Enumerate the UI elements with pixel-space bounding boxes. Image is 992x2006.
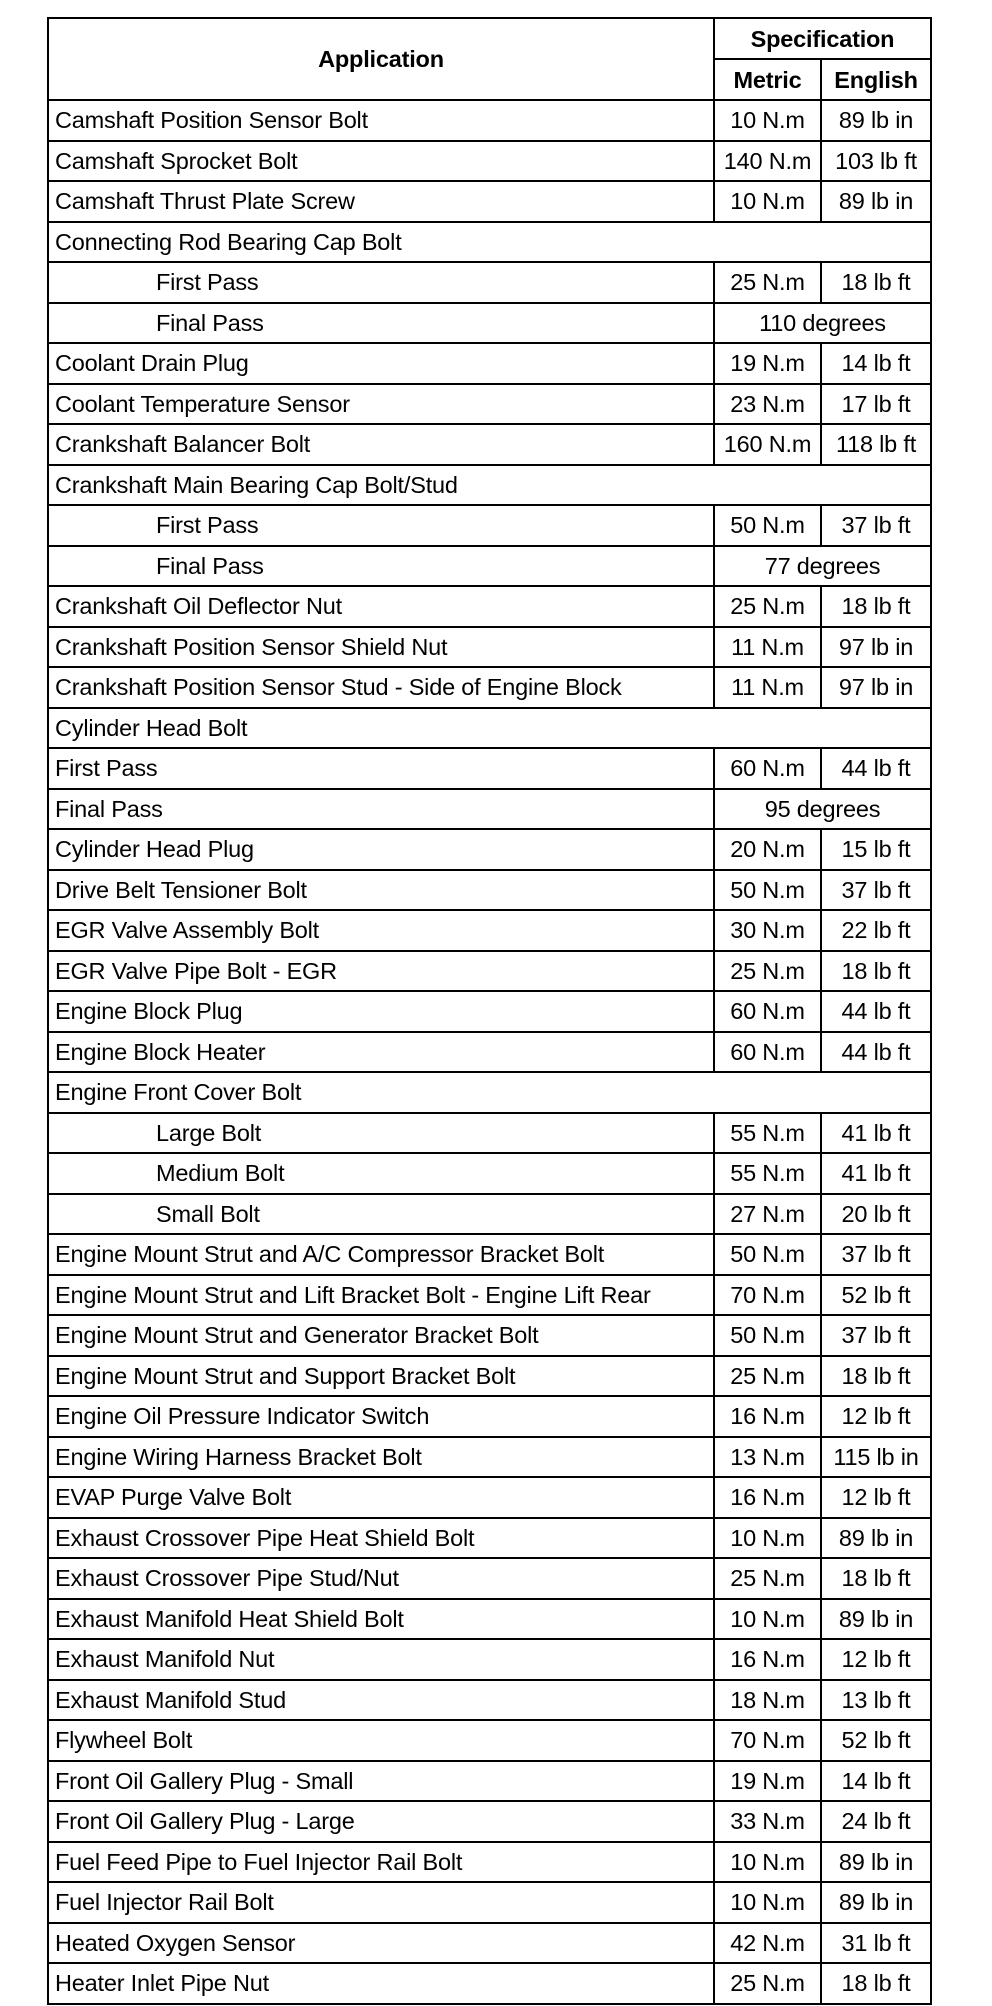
table-row <box>48 586 931 627</box>
english-cell: 52 lb ft <box>821 1720 931 1761</box>
english-cell: 89 lb in <box>821 100 931 141</box>
table-row <box>48 789 931 830</box>
application-cell: Camshaft Thrust Plate Screw <box>48 181 714 222</box>
english-cell: 41 lb ft <box>821 1153 931 1194</box>
application-cell: Engine Block Heater <box>48 1032 714 1073</box>
application-cell: Crankshaft Balancer Bolt <box>48 424 714 465</box>
metric-cell: 10 N.m <box>714 181 821 222</box>
application-cell: Heated Oxygen Sensor <box>48 1923 714 1964</box>
metric-cell: 11 N.m <box>714 667 821 708</box>
table-row <box>48 1153 931 1194</box>
application-cell: Engine Block Plug <box>48 991 714 1032</box>
metric-cell: 50 N.m <box>714 1315 821 1356</box>
metric-cell: 140 N.m <box>714 141 821 182</box>
metric-cell: 18 N.m <box>714 1680 821 1721</box>
table-row <box>48 505 931 546</box>
metric-cell: 25 N.m <box>714 262 821 303</box>
english-cell: 31 lb ft <box>821 1923 931 1964</box>
table-row <box>48 1437 931 1478</box>
table-row <box>48 1761 931 1802</box>
metric-cell: 33 N.m <box>714 1801 821 1842</box>
table-row <box>48 1032 931 1073</box>
application-cell: First Pass <box>48 748 714 789</box>
metric-cell: 25 N.m <box>714 1356 821 1397</box>
metric-cell: 30 N.m <box>714 910 821 951</box>
application-cell: First Pass <box>48 262 714 303</box>
metric-cell: 10 N.m <box>714 1882 821 1923</box>
english-cell: 17 lb ft <box>821 384 931 425</box>
table-row <box>48 829 931 870</box>
application-cell: Front Oil Gallery Plug - Large <box>48 1801 714 1842</box>
english-cell: 103 lb ft <box>821 141 931 182</box>
english-cell: 18 lb ft <box>821 1356 931 1397</box>
english-cell: 18 lb ft <box>821 1963 931 2004</box>
metric-cell: 27 N.m <box>714 1194 821 1235</box>
table-row <box>48 1477 931 1518</box>
metric-cell: 16 N.m <box>714 1477 821 1518</box>
english-cell: 18 lb ft <box>821 262 931 303</box>
english-cell: 44 lb ft <box>821 991 931 1032</box>
english-cell: 52 lb ft <box>821 1275 931 1316</box>
table-row <box>48 870 931 911</box>
metric-cell: 19 N.m <box>714 343 821 384</box>
application-cell: Exhaust Crossover Pipe Stud/Nut <box>48 1558 714 1599</box>
table-row <box>48 1275 931 1316</box>
metric-cell: 50 N.m <box>714 870 821 911</box>
english-cell: 37 lb ft <box>821 505 931 546</box>
metric-cell: 23 N.m <box>714 384 821 425</box>
english-column-header: English <box>821 59 931 100</box>
application-cell: Engine Mount Strut and Generator Bracket Bolt <box>48 1315 714 1356</box>
table-row <box>48 1639 931 1680</box>
application-cell: Engine Wiring Harness Bracket Bolt <box>48 1437 714 1478</box>
table-row <box>48 1963 931 2004</box>
table-row <box>48 141 931 182</box>
metric-cell: 10 N.m <box>714 1518 821 1559</box>
application-cell: Coolant Drain Plug <box>48 343 714 384</box>
application-cell: Final Pass <box>48 303 714 344</box>
application-cell: Coolant Temperature Sensor <box>48 384 714 425</box>
application-cell: Small Bolt <box>48 1194 714 1235</box>
application-cell: Exhaust Manifold Heat Shield Bolt <box>48 1599 714 1640</box>
header-row-top <box>48 18 931 59</box>
metric-cell: 60 N.m <box>714 748 821 789</box>
application-cell: Exhaust Manifold Stud <box>48 1680 714 1721</box>
table-row <box>48 951 931 992</box>
metric-cell: 55 N.m <box>714 1153 821 1194</box>
metric-cell: 25 N.m <box>714 1963 821 2004</box>
application-cell: Fuel Feed Pipe to Fuel Injector Rail Bolt <box>48 1842 714 1883</box>
table-row <box>48 424 931 465</box>
application-cell: Crankshaft Position Sensor Shield Nut <box>48 627 714 668</box>
application-cell: Heater Inlet Pipe Nut <box>48 1963 714 2004</box>
application-cell: EVAP Purge Valve Bolt <box>48 1477 714 1518</box>
english-cell: 18 lb ft <box>821 586 931 627</box>
english-cell: 97 lb in <box>821 667 931 708</box>
english-cell: 44 lb ft <box>821 748 931 789</box>
table-row <box>48 546 931 587</box>
table-row <box>48 465 931 506</box>
table-row <box>48 1720 931 1761</box>
metric-cell: 10 N.m <box>714 100 821 141</box>
metric-cell: 70 N.m <box>714 1275 821 1316</box>
table-row <box>48 1599 931 1640</box>
metric-cell: 13 N.m <box>714 1437 821 1478</box>
application-cell: Fuel Injector Rail Bolt <box>48 1882 714 1923</box>
english-cell: 118 lb ft <box>821 424 931 465</box>
english-cell: 12 lb ft <box>821 1396 931 1437</box>
application-cell: Large Bolt <box>48 1113 714 1154</box>
metric-cell: 55 N.m <box>714 1113 821 1154</box>
table-row <box>48 667 931 708</box>
application-cell: Connecting Rod Bearing Cap Bolt <box>48 222 931 263</box>
metric-cell: 16 N.m <box>714 1396 821 1437</box>
metric-cell: 11 N.m <box>714 627 821 668</box>
table-row <box>48 1680 931 1721</box>
table-header <box>48 18 931 100</box>
application-cell: Cylinder Head Plug <box>48 829 714 870</box>
table-row <box>48 100 931 141</box>
application-cell: Cylinder Head Bolt <box>48 708 931 749</box>
application-cell: Engine Front Cover Bolt <box>48 1072 931 1113</box>
english-cell: 14 lb ft <box>821 343 931 384</box>
metric-cell: 60 N.m <box>714 991 821 1032</box>
table-row <box>48 262 931 303</box>
table-body <box>48 100 931 2004</box>
english-cell: 15 lb ft <box>821 829 931 870</box>
table-row <box>48 627 931 668</box>
table-row <box>48 1194 931 1235</box>
torque-specification-table <box>47 17 932 2005</box>
english-cell: 89 lb in <box>821 1842 931 1883</box>
metric-cell: 25 N.m <box>714 951 821 992</box>
application-cell: EGR Valve Pipe Bolt - EGR <box>48 951 714 992</box>
table-row <box>48 303 931 344</box>
angle-spec-cell: 95 degrees <box>714 789 931 830</box>
metric-cell: 19 N.m <box>714 1761 821 1802</box>
application-cell: Drive Belt Tensioner Bolt <box>48 870 714 911</box>
application-cell: Engine Mount Strut and Support Bracket Bolt <box>48 1356 714 1397</box>
metric-column-header: Metric <box>714 59 821 100</box>
english-cell: 41 lb ft <box>821 1113 931 1154</box>
specification-column-header: Specification <box>714 18 931 59</box>
table-row <box>48 1518 931 1559</box>
english-cell: 89 lb in <box>821 1518 931 1559</box>
english-cell: 18 lb ft <box>821 1558 931 1599</box>
english-cell: 20 lb ft <box>821 1194 931 1235</box>
application-cell: Camshaft Sprocket Bolt <box>48 141 714 182</box>
application-cell: Engine Oil Pressure Indicator Switch <box>48 1396 714 1437</box>
table-row <box>48 708 931 749</box>
table-row <box>48 991 931 1032</box>
english-cell: 37 lb ft <box>821 1315 931 1356</box>
metric-cell: 25 N.m <box>714 586 821 627</box>
application-cell: Crankshaft Position Sensor Stud - Side of Engine Block <box>48 667 714 708</box>
application-cell: Medium Bolt <box>48 1153 714 1194</box>
english-cell: 13 lb ft <box>821 1680 931 1721</box>
application-cell: Crankshaft Oil Deflector Nut <box>48 586 714 627</box>
table-row <box>48 222 931 263</box>
table-row <box>48 1113 931 1154</box>
table-row <box>48 910 931 951</box>
metric-cell: 60 N.m <box>714 1032 821 1073</box>
metric-cell: 10 N.m <box>714 1842 821 1883</box>
english-cell: 44 lb ft <box>821 1032 931 1073</box>
angle-spec-cell: 110 degrees <box>714 303 931 344</box>
application-cell: Exhaust Crossover Pipe Heat Shield Bolt <box>48 1518 714 1559</box>
table-row <box>48 1396 931 1437</box>
table-row <box>48 181 931 222</box>
table-row <box>48 1558 931 1599</box>
english-cell: 24 lb ft <box>821 1801 931 1842</box>
application-column-header: Application <box>48 18 714 100</box>
english-cell: 89 lb in <box>821 181 931 222</box>
metric-cell: 70 N.m <box>714 1720 821 1761</box>
english-cell: 97 lb in <box>821 627 931 668</box>
metric-cell: 50 N.m <box>714 1234 821 1275</box>
english-cell: 14 lb ft <box>821 1761 931 1802</box>
table-row <box>48 1842 931 1883</box>
english-cell: 12 lb ft <box>821 1639 931 1680</box>
application-cell: First Pass <box>48 505 714 546</box>
metric-cell: 25 N.m <box>714 1558 821 1599</box>
application-cell: Front Oil Gallery Plug - Small <box>48 1761 714 1802</box>
english-cell: 37 lb ft <box>821 1234 931 1275</box>
application-cell: Exhaust Manifold Nut <box>48 1639 714 1680</box>
english-cell: 89 lb in <box>821 1882 931 1923</box>
application-cell: Engine Mount Strut and A/C Compressor Bracket Bolt <box>48 1234 714 1275</box>
table-row <box>48 1923 931 1964</box>
application-cell: EGR Valve Assembly Bolt <box>48 910 714 951</box>
metric-cell: 20 N.m <box>714 829 821 870</box>
table-row <box>48 1801 931 1842</box>
application-cell: Final Pass <box>48 546 714 587</box>
english-cell: 22 lb ft <box>821 910 931 951</box>
table-row <box>48 1356 931 1397</box>
application-cell: Camshaft Position Sensor Bolt <box>48 100 714 141</box>
table-row <box>48 1072 931 1113</box>
english-cell: 18 lb ft <box>821 951 931 992</box>
metric-cell: 16 N.m <box>714 1639 821 1680</box>
table-row <box>48 748 931 789</box>
english-cell: 89 lb in <box>821 1599 931 1640</box>
table-row <box>48 1234 931 1275</box>
application-cell: Engine Mount Strut and Lift Bracket Bolt - Engine Lift Rear <box>48 1275 714 1316</box>
metric-cell: 42 N.m <box>714 1923 821 1964</box>
table-row <box>48 1882 931 1923</box>
english-cell: 12 lb ft <box>821 1477 931 1518</box>
angle-spec-cell: 77 degrees <box>714 546 931 587</box>
english-cell: 37 lb ft <box>821 870 931 911</box>
table-row <box>48 384 931 425</box>
english-cell: 115 lb in <box>821 1437 931 1478</box>
application-cell: Crankshaft Main Bearing Cap Bolt/Stud <box>48 465 931 506</box>
metric-cell: 10 N.m <box>714 1599 821 1640</box>
table-row <box>48 1315 931 1356</box>
application-cell: Final Pass <box>48 789 714 830</box>
table-row <box>48 343 931 384</box>
application-cell: Flywheel Bolt <box>48 1720 714 1761</box>
metric-cell: 160 N.m <box>714 424 821 465</box>
metric-cell: 50 N.m <box>714 505 821 546</box>
